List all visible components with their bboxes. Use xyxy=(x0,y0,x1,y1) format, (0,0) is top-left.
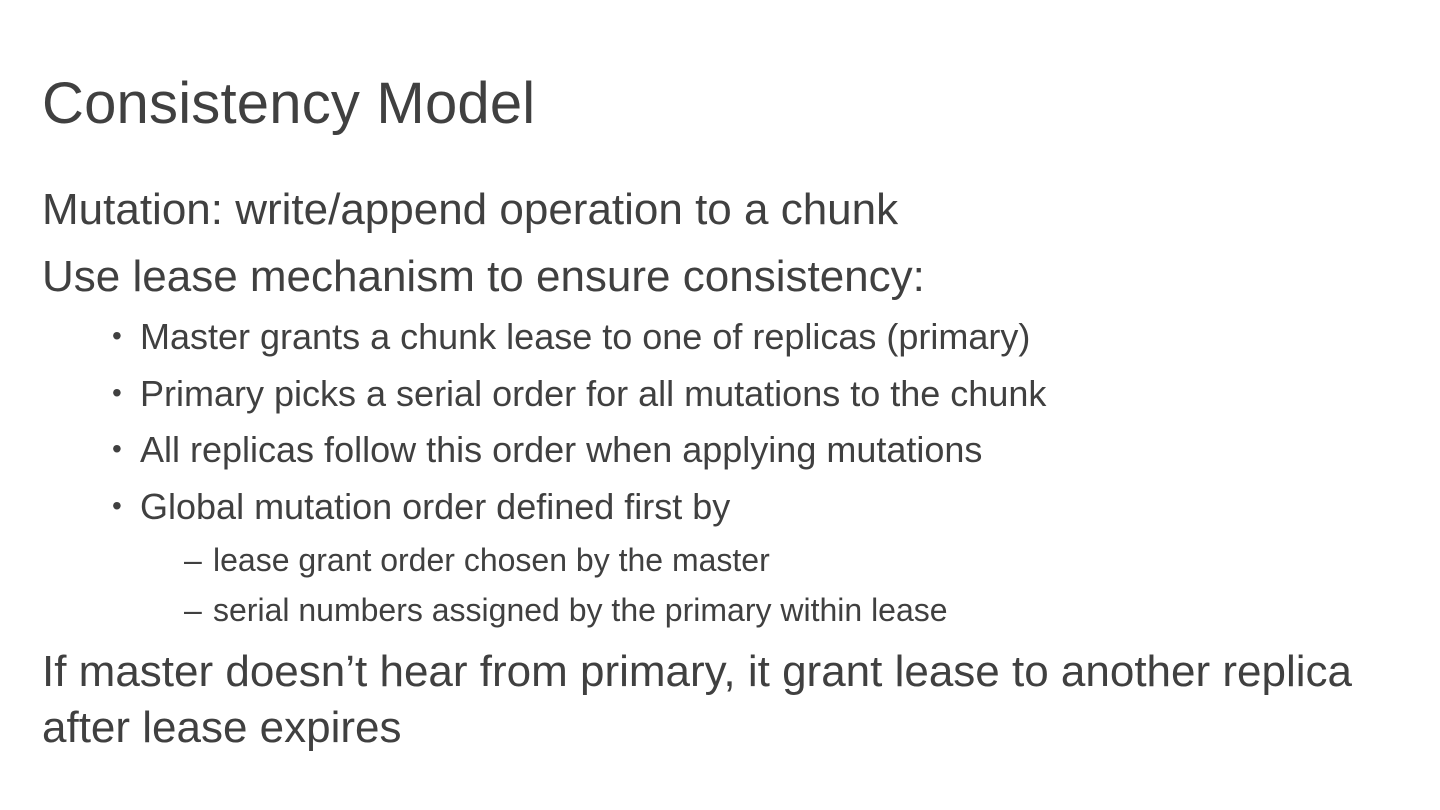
bullet-item xyxy=(112,429,982,474)
bullet-text: Global mutation order defined first by xyxy=(140,486,731,527)
bullet-glyph: • xyxy=(112,433,122,464)
dash-glyph: – xyxy=(184,592,202,628)
bullet-text: All replicas follow this order when applying mutations xyxy=(140,429,983,470)
bullet-item xyxy=(112,373,1046,418)
bullet-glyph: • xyxy=(112,320,122,351)
sub-bullet-text: serial numbers assigned by the primary within lease xyxy=(213,592,948,628)
bullet-item xyxy=(112,316,1030,361)
slide-title: Consistency Model xyxy=(42,71,536,136)
bullet-text: Master grants a chunk lease to one of replicas (primary) xyxy=(140,316,1031,357)
bullet-glyph: • xyxy=(112,377,122,408)
bullet-text: Primary picks a serial order for all mutations to the chunk xyxy=(140,373,1047,414)
text-line-mutation: Mutation: write/append operation to a chunk xyxy=(42,185,899,234)
bullet-item xyxy=(112,486,730,531)
text-line-closing: If master doesn’t hear from primary, it grant lease to another replica after lease expires xyxy=(42,647,1352,752)
text-line-lease-mechanism: Use lease mechanism to ensure consistency: xyxy=(42,252,925,301)
bullet-glyph: • xyxy=(112,490,122,521)
sub-bullet-text: lease grant order chosen by the master xyxy=(213,542,770,578)
sub-bullet-item xyxy=(184,591,948,629)
dash-glyph: – xyxy=(184,542,202,578)
sub-bullet-item xyxy=(184,541,770,579)
